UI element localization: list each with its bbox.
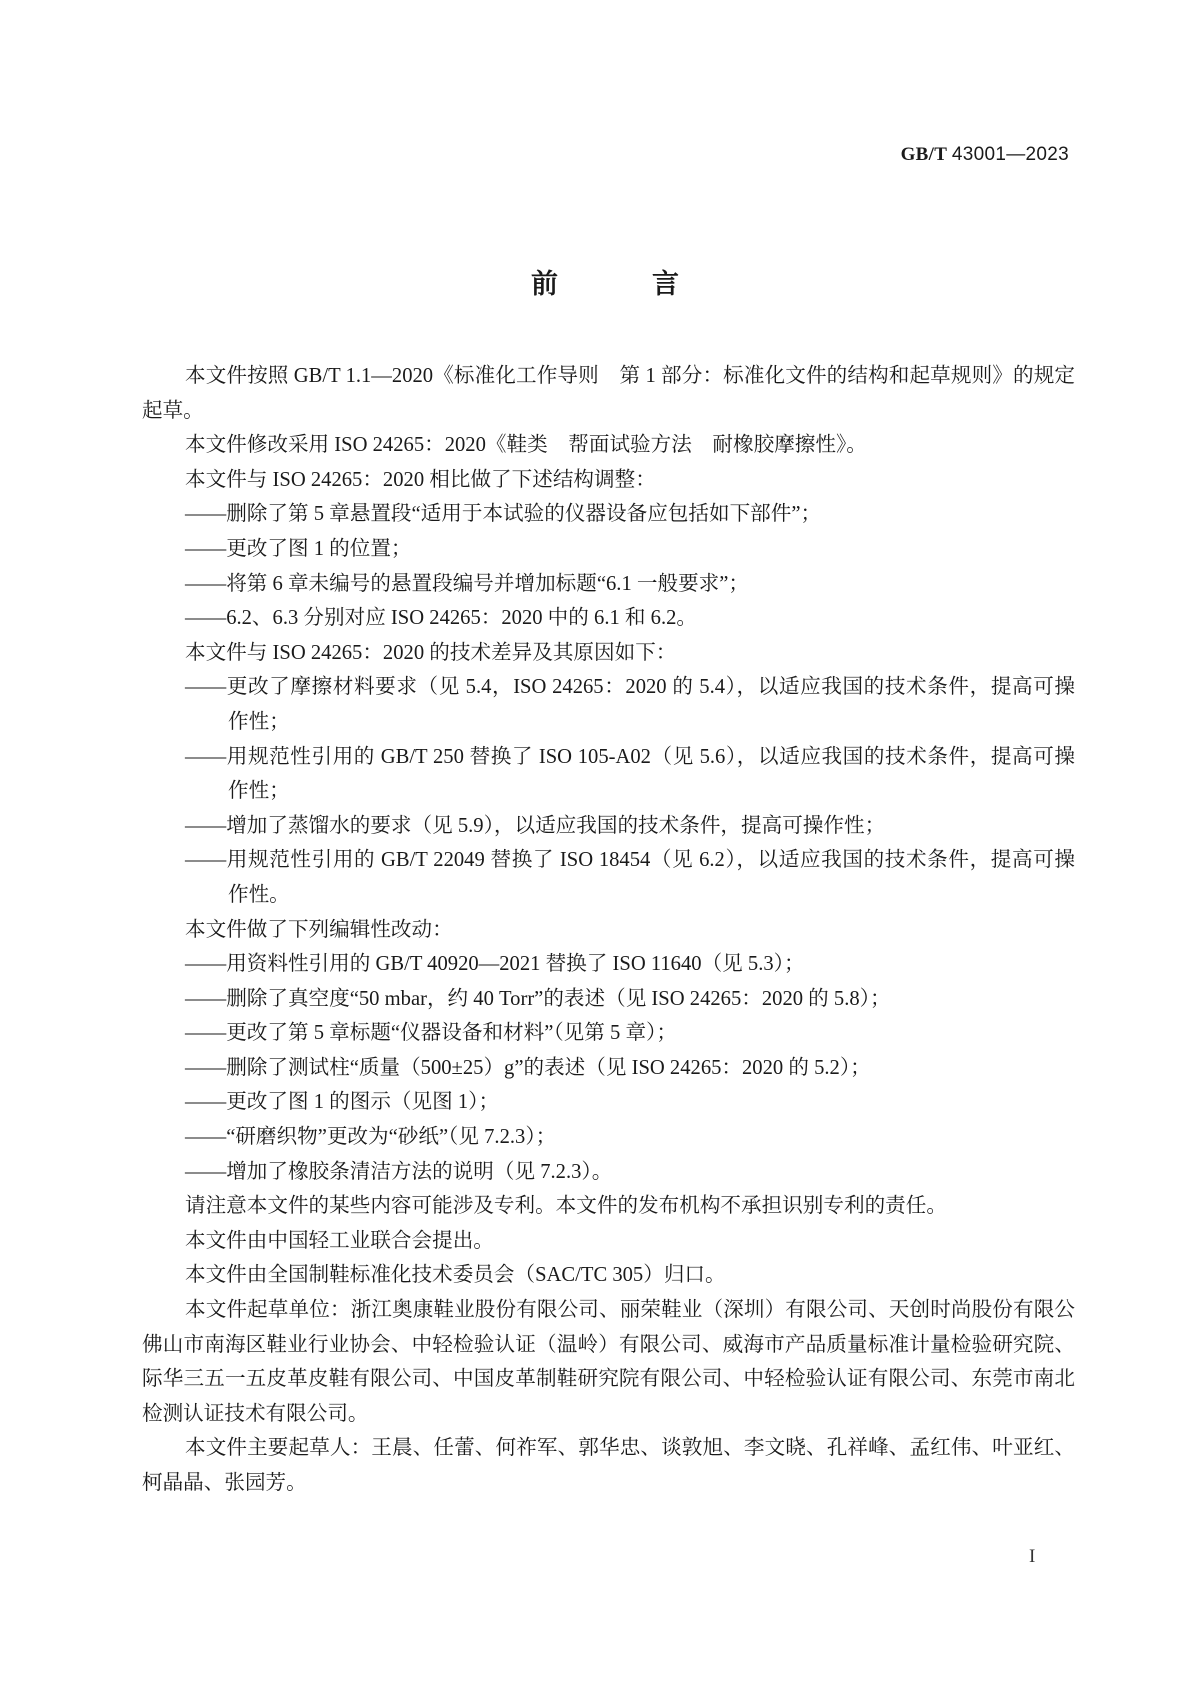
text-line: 作性；: [228, 710, 290, 733]
text-line: 本文件按照 GB/T 1.1—2020《标准化工作导则 第 1 部分：标准化文件的结构和起草规则》的规定: [185, 365, 1075, 387]
text-line: ——用规范性引用的 GB/T 250 替换了 ISO 105-A02（见 5.6），以适应我国的技术条件，提高可操: [185, 745, 1075, 768]
text-line: 本文件与 ISO 24265：2020 相比做了下述结构调整：: [185, 468, 656, 491]
text-line: ——“研磨织物”更改为“砂纸”（见 7.2.3）；: [185, 1126, 557, 1149]
text-line: 本文件与 ISO 24265：2020 的技术差异及其原因如下：: [185, 641, 677, 664]
title-char-2: 言: [652, 269, 679, 300]
text-line: ——更改了摩擦材料要求（见 5.4，ISO 24265：2020 的 5.4），以适应我国的技术条件，提高可操: [185, 676, 1075, 699]
text-line: 本文件由中国轻工业联合会提出。: [185, 1229, 494, 1252]
page-number: I: [1029, 1546, 1036, 1567]
text-line: 请注意本文件的某些内容可能涉及专利。本文件的发布机构不承担识别专利的责任。: [185, 1195, 947, 1218]
text-line: 检测认证技术有限公司。: [142, 1402, 369, 1425]
standard-prefix: GB/T: [900, 144, 947, 165]
text-line: ——增加了橡胶条清洁方法的说明（见 7.2.3）。: [185, 1160, 613, 1183]
text-line: 本文件做了下列编辑性改动：: [185, 918, 453, 941]
text-line: ——更改了第 5 章标题“仪器设备和材料”（见第 5 章）；: [185, 1022, 677, 1045]
text-line: 柯晶晶、张园芳。: [142, 1472, 307, 1494]
text-line: ——用规范性引用的 GB/T 22049 替换了 ISO 18454（见 6.2），以适应我国的技术条件，提高可操: [185, 849, 1075, 872]
text-line: ——更改了图 1 的图示（见图 1）；: [185, 1091, 500, 1114]
text-line: 作性；: [228, 780, 290, 803]
text-line: 佛山市南海区鞋业行业协会、中轻检验认证（温岭）有限公司、威海市产品质量标准计量检验研究院、: [142, 1333, 1075, 1356]
foreword-body: [142, 359, 1075, 1501]
text-line: ——将第 6 章未编号的悬置段编号并增加标题“6.1 一般要求”；: [185, 572, 750, 595]
standard-number: [901, 144, 1069, 166]
text-line: ——6.2、6.3 分别对应 ISO 24265：2020 中的 6.1 和 6.2。: [185, 607, 697, 630]
text-line: ——删除了真空度“50 mbar，约 40 Torr”的表述（见 ISO 24265：2020 的 5.8）；: [185, 987, 891, 1010]
text-line: 本文件起草单位：浙江奥康鞋业股份有限公司、丽荣鞋业（深圳）有限公司、天创时尚股份有限公: [185, 1299, 1075, 1322]
text-line: 本文件由全国制鞋标准化技术委员会（SAC/TC 305）归口。: [185, 1264, 726, 1287]
text-line: ——删除了第 5 章悬置段“适用于本试验的仪器设备应包括如下部件”；: [185, 503, 822, 526]
text-line: ——增加了蒸馏水的要求（见 5.9），以适应我国的技术条件，提高可操作性；: [185, 814, 886, 837]
standard-code: 43001—2023: [951, 144, 1069, 165]
text-line: ——用资料性引用的 GB/T 40920—2021 替换了 ISO 11640（见 5.3）；: [185, 953, 805, 976]
text-line: 际华三五一五皮革皮鞋有限公司、中国皮革制鞋研究院有限公司、中轻检验认证有限公司、东莞市南北: [142, 1368, 1075, 1391]
text-line: 本文件修改采用 ISO 24265：2020《鞋类 帮面试验方法 耐橡胶摩擦性》。: [185, 434, 867, 457]
page-title: [0, 262, 1191, 301]
title-char-1: 前: [531, 269, 558, 300]
text-line: 作性。: [228, 883, 290, 906]
text-line: ——更改了图 1 的位置；: [185, 537, 412, 560]
text-line: 本文件主要起草人：王晨、任蕾、何祚军、郭华忠、谈敦旭、李文晓、孔祥峰、孟红伟、叶亚红、: [185, 1437, 1075, 1460]
text-line: 起草。: [142, 399, 204, 422]
text-line: ——删除了测试柱“质量（500±25）g”的表述（见 ISO 24265：2020 的 5.2）；: [185, 1056, 871, 1079]
